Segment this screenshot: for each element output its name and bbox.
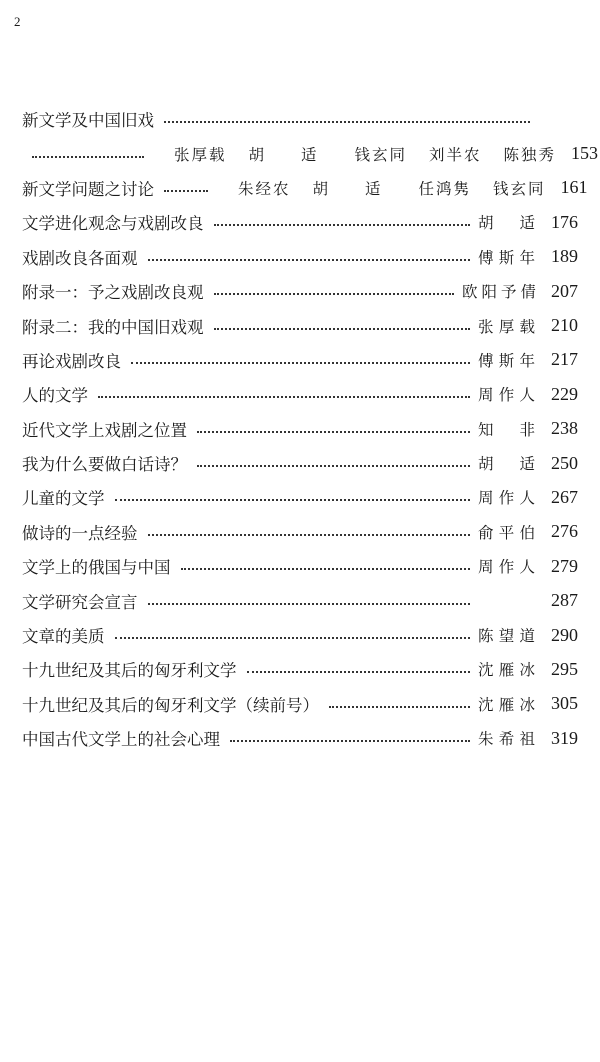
entry-page: 217 [551, 349, 578, 370]
entry-author: 陈独秀 [503, 145, 556, 164]
toc-entry[interactable] [22, 308, 578, 342]
dot-leader [164, 190, 208, 192]
entry-title: 戏剧改良各面观 [22, 248, 138, 268]
entry-page: 287 [551, 590, 578, 611]
entry-title: 中国古代文学上的社会心理 [22, 730, 220, 750]
entry-title: 十九世纪及其后的匈牙利文学（续前号） [22, 695, 319, 715]
author-list [216, 177, 545, 199]
dot-leader [329, 706, 470, 708]
dot-leader [32, 156, 144, 158]
entry-author: 钱玄同 [492, 179, 546, 198]
entry-page: 238 [551, 418, 578, 439]
entry-author: 朱希祖 [478, 730, 536, 749]
entry-page: 250 [551, 452, 578, 473]
entry-author: 钱玄同 [354, 145, 407, 164]
entry-title: 文学上的俄国与中国 [22, 558, 171, 578]
entry-author: 欧阳予倩 [462, 283, 536, 302]
entry-author: 周作人 [478, 558, 536, 577]
toc-entry[interactable] [22, 618, 578, 652]
toc-entry[interactable] [22, 721, 578, 755]
entry-page: 189 [551, 246, 578, 267]
entry-title: 近代文学上戏剧之位置 [22, 420, 187, 440]
dot-leader [148, 259, 471, 261]
entry-page: 305 [551, 693, 578, 714]
toc-entry[interactable] [22, 240, 578, 274]
entry-author: 知非 [478, 420, 536, 439]
toc-entry[interactable] [22, 652, 578, 686]
entry-author: 俞平伯 [478, 523, 536, 542]
entry-title: 新文学问题之讨论 [22, 179, 154, 199]
entry-page: 276 [551, 521, 578, 542]
entry-page: 279 [551, 555, 578, 576]
entry-author: 朱经农 [238, 179, 291, 198]
toc-entry[interactable] [22, 102, 578, 136]
toc-entry[interactable] [22, 412, 578, 446]
entry-title: 附录二：我的中国旧戏观 [22, 317, 204, 337]
entry-author: 沈雁冰 [478, 661, 536, 680]
entry-page: 210 [551, 315, 578, 336]
dot-leader [197, 465, 470, 467]
entry-author: 周作人 [478, 386, 536, 405]
entry-author: 陈望道 [478, 627, 536, 646]
entry-page: 319 [551, 727, 578, 748]
dot-leader [230, 740, 470, 742]
entry-title: 做诗的一点经验 [22, 523, 138, 543]
toc-entry[interactable] [22, 377, 578, 411]
entry-author: 周作人 [478, 489, 536, 508]
entry-author: 张厚载 [174, 145, 227, 164]
entry-author: 胡适 [478, 214, 536, 233]
toc-entry[interactable] [22, 446, 578, 480]
toc-entry[interactable] [22, 205, 578, 239]
entry-title: 新文学及中国旧戏 [22, 111, 154, 131]
entry-author: 张厚载 [478, 317, 536, 336]
entry-title: 附录一：予之戏剧改良观 [22, 283, 204, 303]
entry-author: 胡 适 [312, 179, 397, 198]
entry-page: 229 [551, 383, 578, 404]
toc-entry[interactable] [22, 171, 588, 205]
entry-title: 儿童的文学 [22, 489, 105, 509]
entry-page: 267 [551, 486, 578, 507]
entry-author: 傅斯年 [478, 248, 536, 267]
dot-leader [247, 671, 471, 673]
dot-leader [214, 293, 455, 295]
dot-leader [164, 121, 530, 123]
entry-author: 任鸿隽 [418, 179, 471, 198]
entry-author: 胡 适 [248, 145, 333, 164]
author-list [152, 143, 556, 165]
entry-page: 290 [551, 624, 578, 645]
dot-leader [214, 224, 471, 226]
dot-leader [131, 362, 470, 364]
entry-page: 153 [571, 143, 598, 164]
dot-leader [115, 499, 471, 501]
toc-entry[interactable] [22, 515, 578, 549]
entry-title: 文章的美质 [22, 627, 105, 647]
entry-author: 傅斯年 [478, 351, 536, 370]
toc-entry[interactable] [22, 480, 578, 514]
entry-title: 我为什么要做白话诗？ [22, 455, 187, 475]
dot-leader [98, 396, 470, 398]
dot-leader [148, 534, 471, 536]
dot-leader [181, 568, 471, 570]
toc-entry[interactable] [22, 687, 578, 721]
entry-title: 再论戏剧改良 [22, 351, 121, 371]
toc-entry[interactable] [22, 274, 578, 308]
entry-page: 176 [551, 211, 578, 232]
dot-leader [214, 328, 471, 330]
entry-title: 文学研究会宣言 [22, 592, 138, 612]
toc-entry[interactable] [22, 343, 578, 377]
entry-page: 161 [560, 177, 588, 198]
entry-title: 文学进化观念与戏剧改良 [22, 214, 204, 234]
dot-leader [115, 637, 471, 639]
entry-author: 刘半农 [428, 145, 482, 164]
dot-leader [197, 431, 470, 433]
dot-leader [148, 603, 471, 605]
table-of-contents [22, 102, 598, 755]
entry-author: 沈雁冰 [478, 695, 536, 714]
entry-author: 胡适 [478, 455, 536, 474]
entry-page: 295 [551, 658, 578, 679]
entry-page: 207 [551, 280, 578, 301]
entry-title: 十九世纪及其后的匈牙利文学 [22, 661, 237, 681]
toc-entry[interactable] [22, 136, 598, 170]
page-number: 2 [14, 14, 21, 29]
entry-title: 人的文学 [22, 386, 88, 406]
toc-entry[interactable] [22, 549, 578, 583]
toc-entry[interactable] [22, 583, 578, 617]
